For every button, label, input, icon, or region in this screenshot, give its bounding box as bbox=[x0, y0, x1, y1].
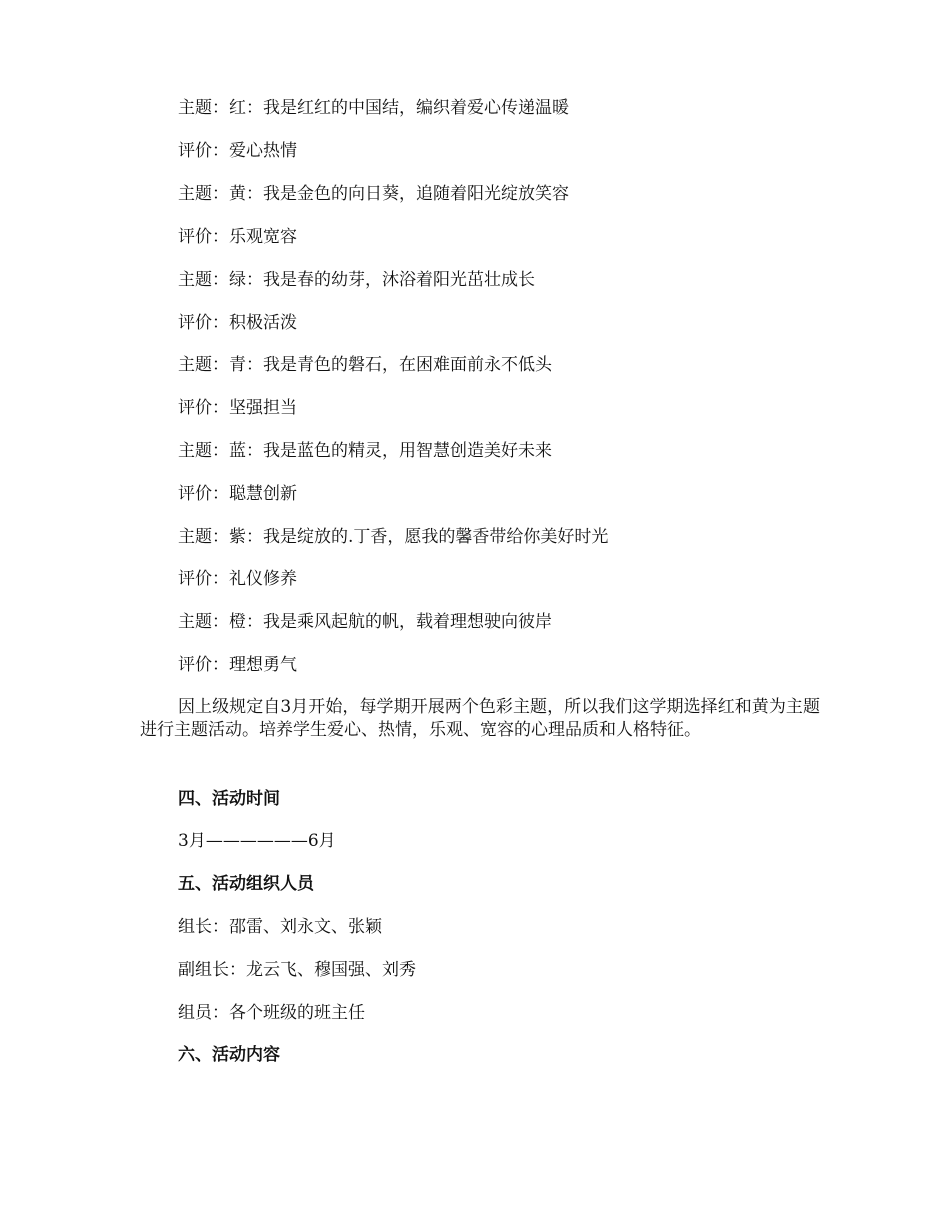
theme-cyan: 主题：青：我是青色的磐石，在困难面前永不低头 bbox=[178, 355, 552, 375]
evaluation-blue: 评价：聪慧创新 bbox=[178, 484, 297, 504]
evaluation-orange: 评价：理想勇气 bbox=[178, 655, 297, 675]
evaluation-yellow: 评价：乐观宽容 bbox=[178, 227, 297, 247]
evaluation-purple: 评价：礼仪修养 bbox=[178, 569, 297, 589]
evaluation-cyan: 评价：坚强担当 bbox=[178, 398, 297, 418]
evaluation-green: 评价：积极活泼 bbox=[178, 313, 297, 333]
theme-red: 主题：红：我是红红的中国结，编织着爱心传递温暖 bbox=[178, 98, 569, 118]
theme-orange: 主题：橙：我是乘风起航的帆，载着理想驶向彼岸 bbox=[178, 612, 552, 632]
evaluation-red: 评价：爱心热情 bbox=[178, 141, 297, 161]
activity-time: 3月——————6月 bbox=[178, 831, 336, 851]
theme-yellow: 主题：黄：我是金色的向日葵，追随着阳光绽放笑容 bbox=[178, 184, 569, 204]
organizer-members: 组员：各个班级的班主任 bbox=[178, 1003, 365, 1023]
theme-blue: 主题：蓝：我是蓝色的精灵，用智慧创造美好未来 bbox=[178, 441, 552, 461]
section-heading-content: 六、活动内容 bbox=[178, 1045, 280, 1065]
theme-green: 主题：绿：我是春的幼芽，沐浴着阳光茁壮成长 bbox=[178, 270, 535, 290]
intro-paragraph: 因上级规定自3月开始，每学期开展两个色彩主题，所以我们这学期选择红和黄为主题进行主题活动。培养学生爱心、热情，乐观、宽容的心理品质和人格特征。 bbox=[140, 697, 820, 740]
organizer-deputy: 副组长：龙云飞、穆国强、刘秀 bbox=[178, 960, 416, 980]
section-heading-time: 四、活动时间 bbox=[178, 789, 280, 809]
organizer-leader: 组长：邵雷、刘永文、张颖 bbox=[178, 917, 382, 937]
theme-purple: 主题：紫：我是绽放的.丁香，愿我的馨香带给你美好时光 bbox=[178, 527, 609, 547]
section-heading-organizers: 五、活动组织人员 bbox=[178, 874, 314, 894]
